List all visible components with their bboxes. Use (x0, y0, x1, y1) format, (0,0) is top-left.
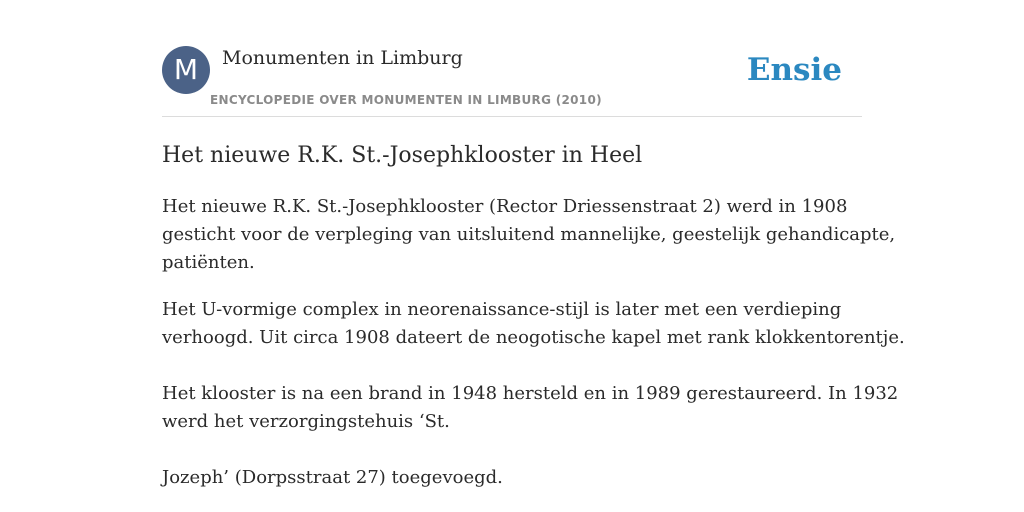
paragraph-line: werd het verzorgingstehuis ‘St. (162, 411, 450, 432)
source-subtitle: ENCYCLOPEDIE OVER MONUMENTEN IN LIMBURG (2010) (210, 93, 602, 107)
avatar[interactable]: M (162, 46, 210, 94)
brand-logo[interactable]: Ensie (746, 52, 842, 88)
paragraph-line: Het U-vormige complex in neorenaissance-stijl is later met een verdieping (162, 299, 842, 320)
paragraph-line: gesticht voor de verpleging van uitsluitend mannelijke, geestelijk gehandicapte, (162, 224, 896, 245)
paragraph-line: Jozeph’ (Dorpsstraat 27) toegevoegd. (162, 467, 503, 488)
article-body (162, 193, 905, 492)
paragraph (162, 296, 905, 352)
paragraph-line: Het klooster is na een brand in 1948 hersteld en in 1989 gerestaureerd. In 1932 (162, 383, 899, 404)
paragraph (162, 193, 896, 277)
document-card (162, 46, 905, 492)
source-title[interactable]: Monumenten in Limburg (222, 47, 463, 69)
paragraph-line: verhoogd. Uit circa 1908 dateert de neogotische kapel met rank klokkentorentje. (162, 327, 905, 348)
paragraph-line: Het nieuwe R.K. St.-Josephklooster (Rector Driessenstraat 2) werd in 1908 (162, 196, 848, 217)
paragraph (162, 380, 899, 436)
paragraph (162, 464, 862, 492)
article-title: Het nieuwe R.K. St.-Josephklooster in Heel (162, 143, 643, 168)
paragraph-line: patiënten. (162, 252, 255, 273)
source-header (162, 46, 862, 117)
